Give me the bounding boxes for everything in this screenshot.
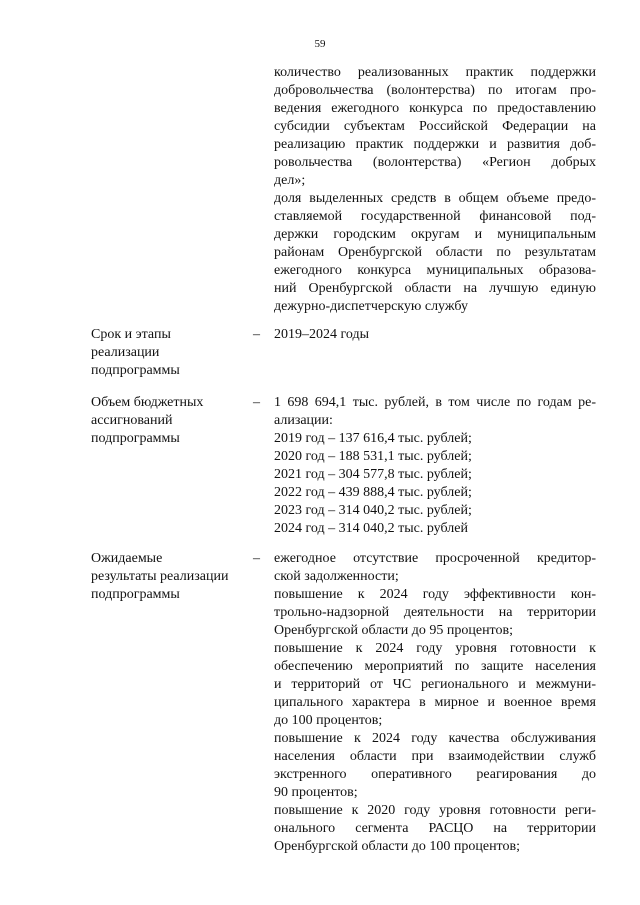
intro-line: держки городским округам и муниципальным (274, 227, 596, 242)
intro-line: субсидии субъектам Российской Федерации на (274, 119, 596, 134)
intro-line: дел»; (274, 173, 306, 188)
term-dash: – (253, 327, 260, 342)
term-label-line: Срок и этапы (91, 327, 171, 342)
results-dash: – (253, 551, 260, 566)
budget-year-line: 2024 год – 314 040,2 тыс. рублей (274, 521, 468, 536)
budget-dash: – (253, 395, 260, 410)
intro-line: ний Оренбургской области на лучшую единую (274, 281, 596, 296)
results-line: ской задолженности; (274, 569, 399, 584)
intro-line: доля выделенных средств в общем объеме предо- (274, 191, 596, 206)
results-line: онального сегмента РАСЦО на территории (274, 821, 596, 836)
results-line: ципального характера в мирное и военное время (274, 695, 596, 710)
results-line: повышение к 2020 году уровня готовности реги- (274, 803, 596, 818)
page-number: 59 (314, 38, 326, 50)
intro-line: ежегодного конкурса муниципальных образова- (274, 263, 596, 278)
intro-line: ведения ежегодного конкурса по предоставлению (274, 101, 596, 116)
results-line: Оренбургской области до 100 процентов; (274, 839, 520, 854)
results-line: повышение к 2024 году качества обслуживания (274, 731, 596, 746)
budget-year-line: 2022 год – 439 888,4 тыс. рублей; (274, 485, 472, 500)
results-line: повышение к 2024 году эффективности кон- (274, 587, 596, 602)
intro-line: количество реализованных практик поддержки (274, 65, 596, 80)
term-label-line: реализации (91, 345, 160, 360)
intro-line: дежурно-диспетчерскую службу (274, 299, 468, 314)
results-line: 90 процентов; (274, 785, 358, 800)
results-label-line: Ожидаемые (91, 551, 163, 566)
intro-line: районам Оренбургской области по результатам (274, 245, 596, 260)
intro-line: добровольчества (волонтерства) по итогам про- (274, 83, 596, 98)
results-line: обеспечению мероприятий по защите населения (274, 659, 596, 674)
intro-line: ставляемой государственной финансовой под- (274, 209, 596, 224)
intro-line: реализацию практик поддержки и развития доб- (274, 137, 596, 152)
results-line: повышение к 2024 году уровня готовности к (274, 641, 596, 656)
results-line: трольно-надзорной деятельности на территории (274, 605, 596, 620)
results-line: населения области при взаимодействии служб (274, 749, 596, 764)
budget-label-line: ассигнований (91, 413, 173, 428)
results-label-line: подпрограммы (91, 587, 180, 602)
results-line: Оренбургской области до 95 процентов; (274, 623, 513, 638)
budget-year-line: 2019 год – 137 616,4 тыс. рублей; (274, 431, 472, 446)
budget-value-line: ализации: (274, 413, 333, 428)
budget-label-line: подпрограммы (91, 431, 180, 446)
results-line: экстренного оперативного реагирования до (274, 767, 596, 782)
budget-value-line: 1 698 694,1 тыс. рублей, в том числе по годам ре- (274, 395, 596, 410)
intro-line: ровольчества (волонтерства) «Регион добрых (274, 155, 596, 170)
budget-year-line: 2021 год – 304 577,8 тыс. рублей; (274, 467, 472, 482)
term-value: 2019–2024 годы (274, 327, 370, 342)
results-line: и территорий от ЧС регионального и межмуни- (274, 677, 596, 692)
budget-label-line: Объем бюджетных (91, 395, 204, 410)
results-line: до 100 процентов; (274, 713, 383, 728)
results-label-line: результаты реализации (91, 569, 229, 584)
term-label-line: подпрограммы (91, 363, 180, 378)
results-line: ежегодное отсутствие просроченной кредитор- (274, 551, 596, 566)
budget-year-line: 2023 год – 314 040,2 тыс. рублей; (274, 503, 472, 518)
budget-year-line: 2020 год – 188 531,1 тыс. рублей; (274, 449, 472, 464)
